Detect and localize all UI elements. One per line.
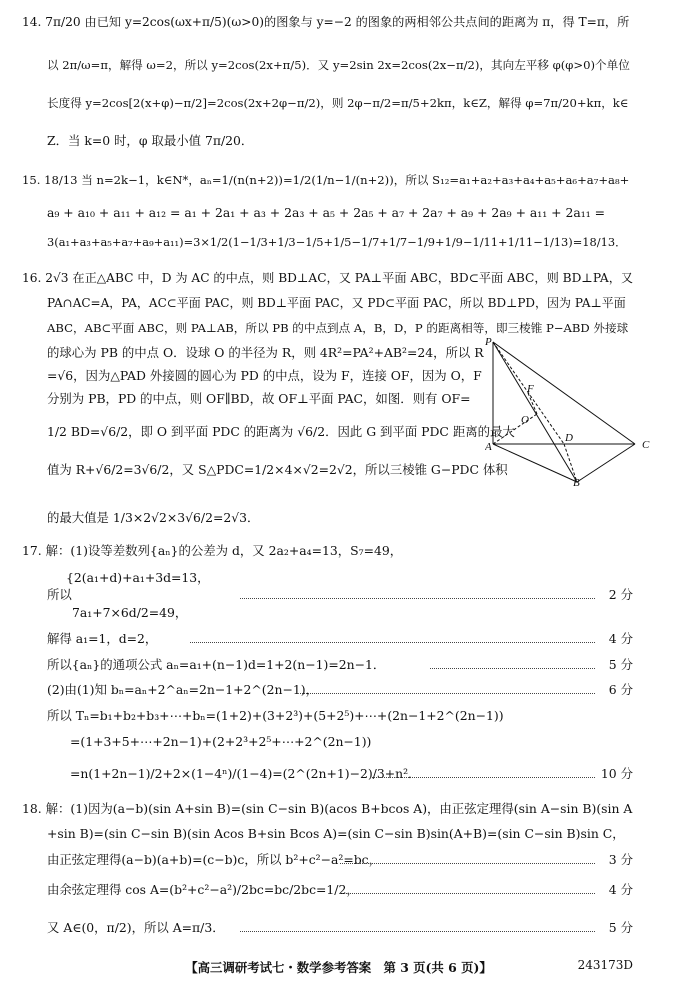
p14-line-3: 长度得 y=2cos[2(x+φ)−π/2]=2cos(2x+2φ−π/2)，则 2φ−π/2=π/5+2kπ，k∈Z，解得 φ=7π/20+kπ，k∈ — [47, 96, 629, 110]
dot-leader — [370, 777, 595, 778]
dot-leader — [340, 893, 595, 894]
p16-line-2: PA∩AC=A，PA，AC⊂平面 PAC，则 BD⊥平面 PAC，又 PD⊂平面 PAC，所以 BD⊥PD，因为 PA⊥平面 — [47, 296, 626, 310]
footer-title: 【高三调研考试七・数学参考答案 第 3 页(共 6 页)】 — [185, 960, 492, 975]
p15-line-3: 3(a₁+a₃+a₅+a₇+a₉+a₁₁)=3×1/2(1−1/3+1/3−1/5+1/5−1/7+1/7−1/9+1/9−1/11+1/11−1/13)=18/13． — [47, 235, 627, 249]
dot-leader — [300, 693, 595, 694]
score-3: 3 分 — [608, 852, 633, 867]
p16-line-8: 值为 R+√6/2=3√6/2，又 S△PDC=1/2×4×√2=2√2，所以三棱锥 G−PDC 体积 — [47, 462, 508, 477]
score-5b: 5 分 — [608, 920, 633, 935]
p14-line-1: 14. 7π/20 由已知 y=2cos(ωx+π/5)(ω>0)的图象与 y=−2 的图象的两相邻公共点间的距离为 π，得 T=π，所 — [22, 15, 630, 29]
p16-line-6: 分别为 PB，PD 的中点，则 OF∥BD，故 OF⊥平面 PAC，如图．则有 OF= — [47, 391, 471, 406]
p17-line-general: 所以{aₙ}的通项公式 aₙ=a₁+(n−1)d=1+2(n−1)=2n−1． — [47, 657, 386, 672]
p16-line-1: 16. 2√3 在正△ABC 中，D 为 AC 的中点，则 BD⊥AC，又 PA⊥平面 ABC，BD⊂平面 ABC，则 BD⊥PA，又 — [22, 271, 634, 285]
p15-line-2: a₉ + a₁₀ + a₁₁ + a₁₂ = a₁ + 2a₁ + a₃ + 2a₃ + a₅ + 2a₅ + a₇ + 2a₇ + a₉ + 2a₉ + a₁₁ + 2a₁₁ = — [47, 205, 606, 220]
dot-leader — [190, 642, 595, 643]
p17-line-Tn-2: =(1+3+5+⋯+2n−1)+(2+2³+2⁵+⋯+2^(2n−1)) — [70, 734, 372, 749]
p16-line-4: 的球心为 PB 的中点 O．设球 O 的半径为 R，则 4R²=PA²+AB²=24，所以 R — [47, 345, 484, 360]
dot-leader — [340, 863, 595, 864]
label-F: F — [527, 383, 534, 395]
score-2: 2 分 — [608, 587, 633, 602]
dot-leader — [430, 668, 595, 669]
edge-BC — [577, 444, 635, 482]
label-O: O — [521, 414, 529, 426]
p18-line-5: 又 A∈(0，π/2)，所以 A=π/3． — [47, 920, 225, 935]
p17-so-label: 所以 — [47, 587, 72, 602]
p17-line-1: 17. 解：(1)设等差数列{aₙ}的公差为 d，又 2a₂+a₄=13，S₇=49， — [22, 543, 403, 558]
p17-line-Tn: 所以 Tₙ=b₁+b₂+b₃+⋯+bₙ=(1+2)+(3+2³)+(5+2⁵)+⋯+(2n−1+2^(2n−1)) — [47, 708, 504, 723]
p17-line-Tn-3: =n(1+2n−1)/2+2×(1−4ⁿ)/(1−4)=(2^(2n+1)−2)/3+n²． — [70, 766, 421, 781]
edge-PC — [493, 342, 635, 444]
p14-line-2: 以 2π/ω=π，解得 ω=2，所以 y=2cos(2x+π/5)．又 y=2sin 2x=2cos(2x−π/2)，其向左平移 φ(φ>0)个单位 — [47, 58, 630, 72]
footer-code: 243173D — [577, 958, 633, 972]
p14-line-4: Z．当 k=0 时，φ 取最小值 7π/20． — [47, 133, 254, 148]
pyramid-figure — [485, 336, 657, 486]
score-5: 5 分 — [608, 657, 633, 672]
p16-line-5: =√6，因为△PAD 外接圆的圆心为 PD 的中点，设为 F，连接 OF，因为 O，F — [47, 368, 482, 383]
p16-line-9: 的最大值是 1/3×2√2×3√6/2=2√3． — [47, 510, 260, 525]
dot-leader — [240, 598, 595, 599]
score-4: 4 分 — [608, 631, 633, 646]
p17-line-part2: (2)由(1)知 bₙ=aₙ+2^aₙ=2n−1+2^(2n−1)， — [47, 682, 318, 697]
label-B: B — [573, 477, 580, 486]
p17-system-eq2: 7a₁+7×6d/2=49， — [72, 605, 188, 620]
p18-line-3: 由正弦定理得(a−b)(a+b)=(c−b)c，所以 b²+c²−a²=bc， — [47, 852, 382, 867]
p16-line-7: 1/2 BD=√6/2，即 O 到平面 PDC 的距离为 √6/2．因此 G 到平面 PDC 距离的最大 — [47, 424, 515, 439]
dot-leader — [240, 931, 595, 932]
label-D: D — [565, 432, 573, 444]
score-6: 6 分 — [608, 682, 633, 697]
p18-line-2: +sin B)=(sin C−sin B)(sin Acos B+sin Bcos A)=(sin C−sin B)sin(A+B)=(sin C−sin B)sin C， — [47, 826, 625, 841]
score-4b: 4 分 — [608, 882, 633, 897]
label-A: A — [485, 441, 492, 453]
edge-PB — [493, 342, 577, 482]
edge-AB — [493, 444, 577, 482]
label-C: C — [642, 439, 650, 451]
label-P: P — [485, 336, 492, 348]
p17-line-solve: 解得 a₁=1，d=2， — [47, 631, 158, 646]
segment-AO — [493, 414, 537, 444]
p17-system-eq1: {2(a₁+d)+a₁+3d=13， — [66, 570, 210, 585]
p18-line-4: 由余弦定理得 cos A=(b²+c²−a²)/2bc=bc/2bc=1/2， — [47, 882, 359, 897]
p18-line-1: 18. 解：(1)因为(a−b)(sin A+sin B)=(sin C−sin B)(acos B+bcos A)，由正弦定理得(sin A−sin B)(sin A — [22, 801, 633, 816]
p15-line-1: 15. 18/13 当 n=2k−1，k∈N*，aₙ=1/(n(n+2))=1/2(1/n−1/(n+2))，所以 S₁₂=a₁+a₂+a₃+a₄+a₅+a₆+a₇+a₈+ — [22, 173, 630, 187]
p16-line-3: ABC，AB⊂平面 ABC，则 PA⊥AB，所以 PB 的中点到点 A，B，D，P 的距离相等，即三棱锥 P−ABD 外接球 — [47, 321, 629, 335]
score-10: 10 分 — [600, 766, 633, 781]
